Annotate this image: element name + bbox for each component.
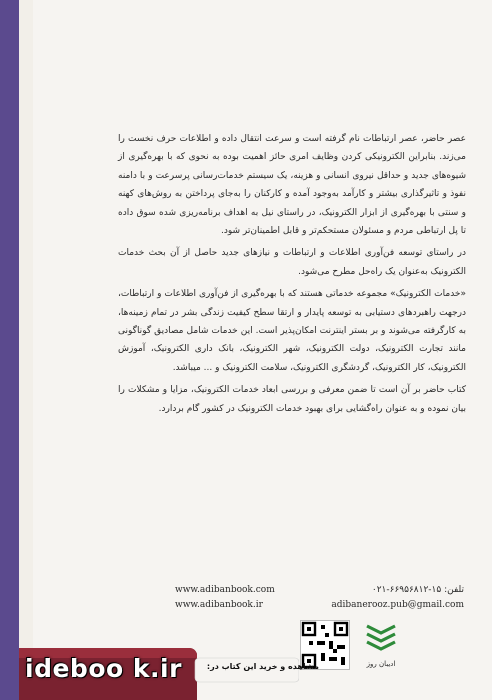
promo-text: مشاهده و خرید این کتاب در: xyxy=(206,662,319,671)
website-com: www.adibanbook.com xyxy=(175,585,275,595)
website-ir: www.adibanbook.ir xyxy=(175,600,263,610)
paragraph: در راستای توسعه فن‌آوری اطلاعات و ارتباطات و نیازهای جدید حاصل از آن بحث خدمات الکترونیک به‌عنوان یک راه‌حل مطرح می‌شود. xyxy=(118,248,466,277)
store-watermark-bar xyxy=(19,644,319,700)
publisher-logo xyxy=(356,620,406,680)
paragraph: کتاب حاضر بر آن است تا ضمن معرفی و بررسی ابعاد خدمات الکترونیک، مزایا و مشکلات را بیان نموده و به عنوان راه‌گشایی برای بهبود خدمات الکترونیک در کشور گام بردارد. xyxy=(118,385,466,414)
spine-edge xyxy=(19,0,33,700)
phone-number: تلفن: ۱۵-۶۶۹۵۶۸۱۲-۰۲۱ xyxy=(371,585,464,595)
publisher-name: ادیبان روز xyxy=(366,660,396,668)
email-address: adibanerooz.pub@gmail.com xyxy=(331,600,464,610)
blurb-text xyxy=(118,130,466,422)
publisher-websites xyxy=(175,583,275,613)
paragraph: عصر حاضر، عصر ارتباطات نام گرفته است و سرعت انتقال داده و اطلاعات حرف نخست را می‌زند. بنابراین الکترونیکی کردن وظایف امری حائز اهمیت بوده به نحوی که با بهره‌گیری از شیوه‌های جدید و حداقل نیروی انسانی و هزینه، یک سیستم خدمات‌رسانی پرسرعت و با دامنه نفوذ و تاثیرگذاری بیشتر و کارآمد به‌وجود آمده و کارکنان را به‌جای پرداختن به روش‌های کهنه و سنتی با بهره‌گیری از ابزار الکترونیک، در راستای نیل به اهداف برنامه‌ریزی شده سوق داده تا پل ارتباطی مردم و مسئولان مستحکم‌تر و قابل اطمینان‌تر شود. xyxy=(118,134,466,237)
paragraph: «خدمات الکترونیک» مجموعه خدماتی هستند که با بهره‌گیری از فن‌آوری اطلاعات و ارتباطات، درجهت راهبردهای دستیابی به توسعه پایدار و ارتقا سطح کیفیت زندگی بشر در تمام زمینه‌ها، به کارگرفته می‌شوند و بر بستر اینترنت امکان‌پذیر است. این خدمات شامل مصادیق گوناگونی مانند تجارت الکترونیک، دولت الکترونیک، شهر الکترونیک، بانک داری الکترونیک، آموزش الکترونیک، کار الکترونیک، گردشگری الکترونیک، سلامت الکترونیک و ... میباشد. xyxy=(118,289,466,373)
purple-spine xyxy=(0,0,19,700)
publisher-emblem-icon xyxy=(364,620,398,654)
watermark-text: ideboo k.ir xyxy=(25,654,182,683)
publisher-contact xyxy=(331,583,464,613)
